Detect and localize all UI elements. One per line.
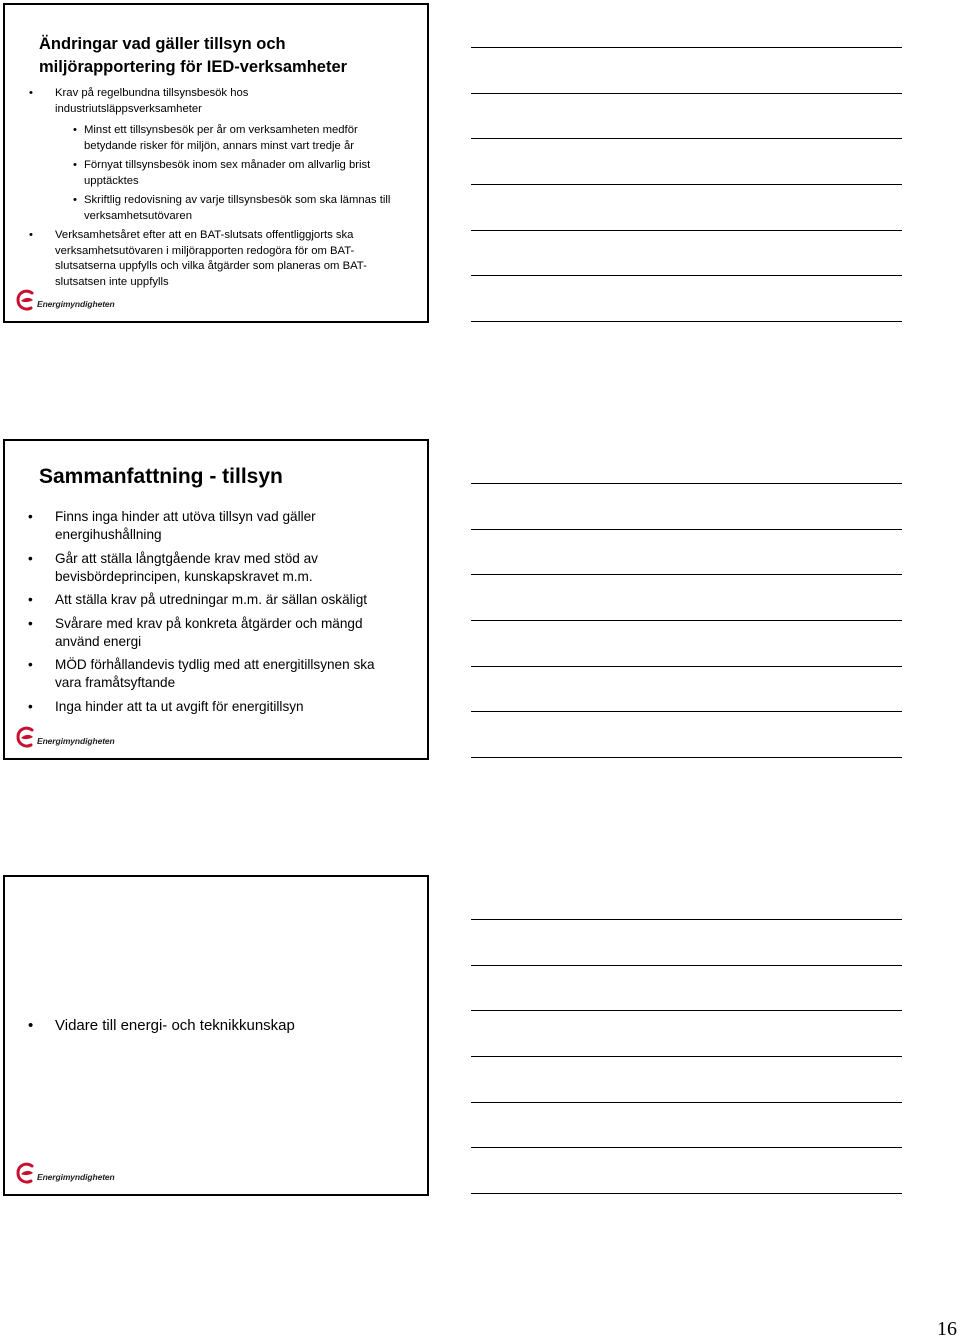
slide-1-bullet-list — [5, 86, 427, 296]
note-line — [471, 711, 902, 712]
note-line — [471, 529, 902, 530]
sub-bullet-item: • Förnyat tillsynsbesök inom sex månader om allvarlig brist upptäcktes — [5, 158, 427, 189]
note-line — [471, 965, 902, 966]
note-line — [471, 620, 902, 621]
note-line — [471, 1147, 902, 1148]
slide-2-title: Sammanfattning - tillsyn — [39, 465, 283, 488]
slide-3 — [3, 875, 429, 1196]
bullet-item: • Krav på regelbundna tillsynsbesök hos industriutsläppsverksamheter — [5, 86, 427, 117]
energimyndigheten-e-icon — [16, 726, 38, 750]
slide-2 — [3, 439, 429, 760]
note-line — [471, 47, 902, 48]
note-line — [471, 138, 902, 139]
sub-bullet-item: • Skriftlig redovisning av varje tillsynsbesök som ska lämnas till verksamhetsutövaren — [5, 193, 427, 224]
note-line — [471, 666, 902, 667]
bullet-item: • Svårare med krav på konkreta åtgärder och mängd använd energi — [5, 615, 427, 651]
slide-1-title: Ändringar vad gäller tillsyn och miljörapportering för IED-verksamheter — [39, 35, 348, 76]
note-line — [471, 1056, 902, 1057]
slide-3-bullet-list — [5, 1016, 427, 1036]
note-line — [471, 184, 902, 185]
bullet-item: • Går att ställa långtgående krav med stöd av bevisbördeprincipen, kunskapskravet m.m. — [5, 550, 427, 586]
energimyndigheten-logo: Energimyndigheten — [16, 726, 146, 750]
bullet-item: • Verksamhetsåret efter att en BAT-slutsats offentliggjorts ska verksamhetsutövaren i miljörapporten redogöra för om BAT-slutsatserna uppfylls och vilka åtgärder som planeras om BAT-slutsatsen inte uppfylls — [5, 228, 427, 290]
slide-2-bullet-list — [5, 508, 427, 721]
slide-1 — [3, 3, 429, 323]
bullet-item: • Att ställa krav på utredningar m.m. är sällan oskäligt — [5, 591, 427, 609]
energimyndigheten-e-icon — [16, 1162, 38, 1186]
bullet-item: • Finns inga hinder att utöva tillsyn vad gäller energihushållning — [5, 508, 427, 544]
note-line — [471, 919, 902, 920]
energimyndigheten-e-icon — [16, 289, 38, 313]
bullet-item: • Vidare till energi- och teknikkunskap — [5, 1016, 427, 1036]
note-line — [471, 1193, 902, 1194]
page-number: 16 — [937, 1318, 957, 1340]
bullet-item: • Inga hinder att ta ut avgift för energitillsyn — [5, 698, 427, 716]
note-line — [471, 483, 902, 484]
note-line — [471, 574, 902, 575]
note-line — [471, 93, 902, 94]
note-line — [471, 321, 902, 322]
sub-bullet-item: • Minst ett tillsynsbesök per år om verksamheten medför betydande risker för miljön, annars minst vart tredje år — [5, 123, 427, 154]
energimyndigheten-logo: Energimyndigheten — [16, 289, 146, 313]
energimyndigheten-logo: Energimyndigheten — [16, 1162, 146, 1186]
note-line — [471, 275, 902, 276]
note-line — [471, 1010, 902, 1011]
note-line — [471, 1102, 902, 1103]
note-line — [471, 230, 902, 231]
note-line — [471, 757, 902, 758]
bullet-item: • MÖD förhållandevis tydlig med att energitillsynen ska vara framåtsyftande — [5, 656, 427, 692]
